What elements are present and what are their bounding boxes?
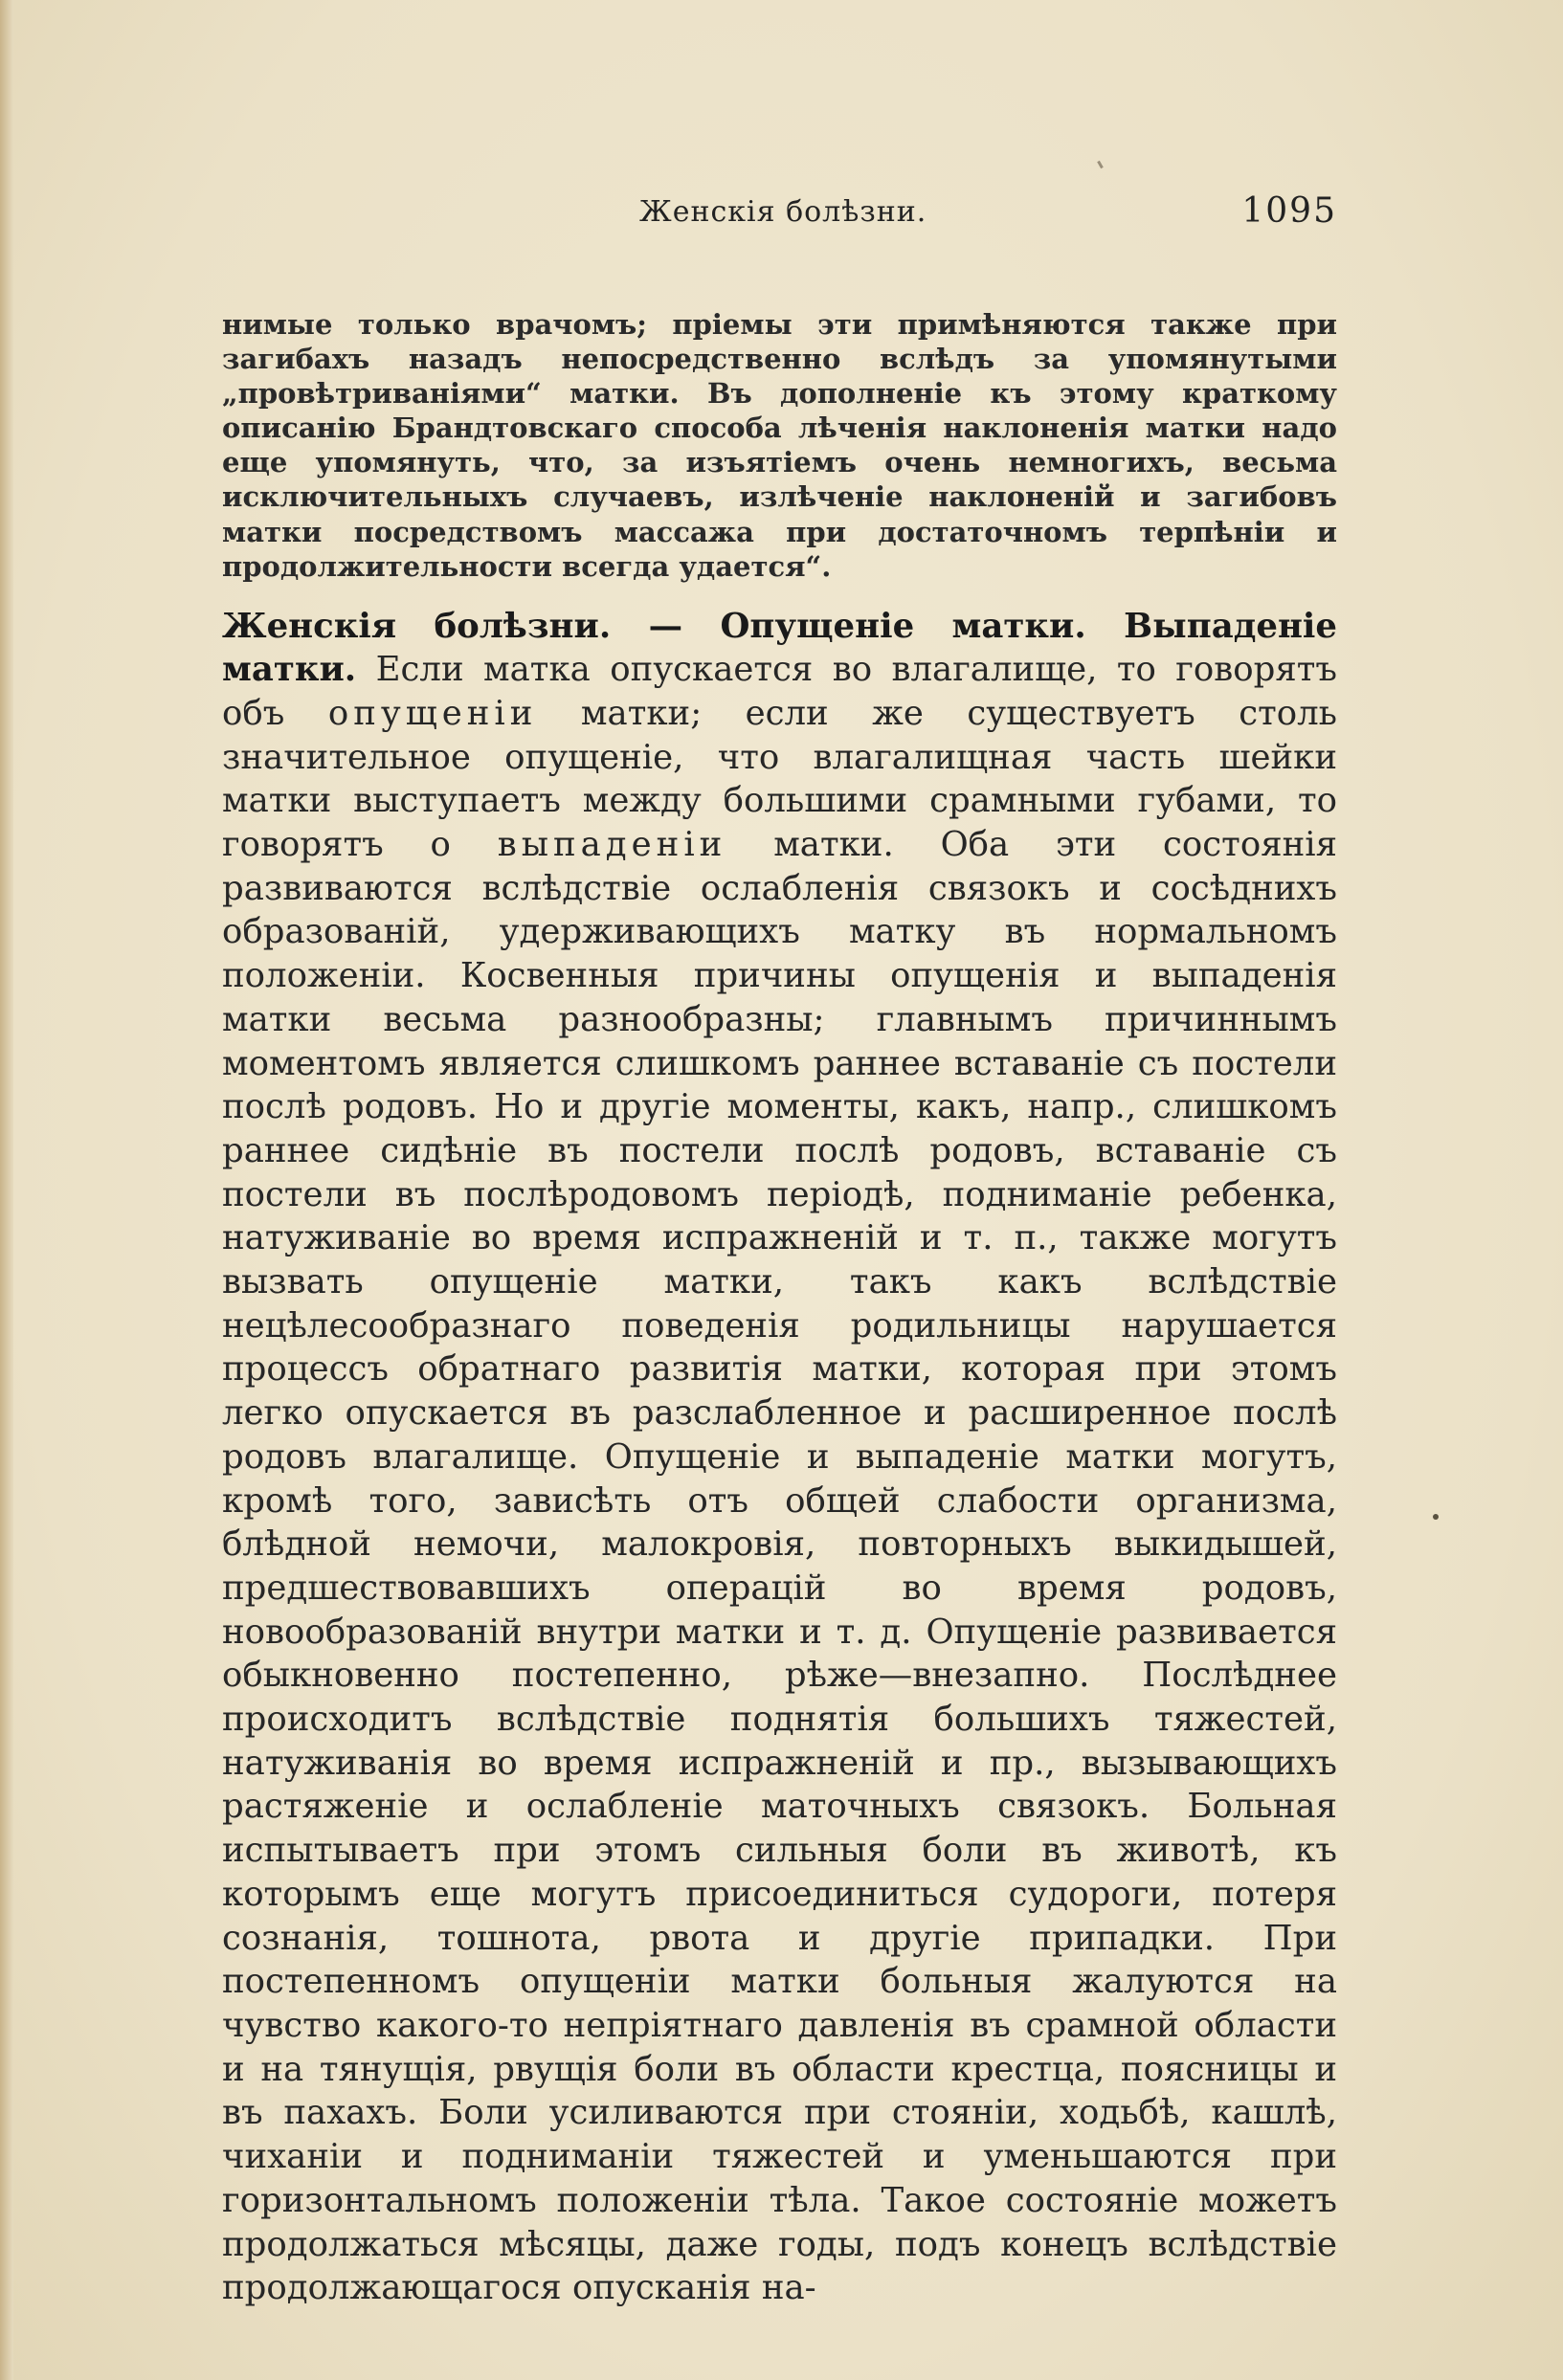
body-text: матки; если же существуетъ столь значительное опущеніе, что влагалищная часть шейки матки выступаетъ между большими срамными губами, то говорятъ о xyxy=(222,693,1337,865)
page-edge xyxy=(0,0,13,2380)
body-text: Если матка опускается во влагалище, то говорятъ объ xyxy=(222,650,1337,733)
paper-speck xyxy=(1433,1514,1439,1520)
running-header xyxy=(222,191,1337,249)
page-number: 1095 xyxy=(1241,191,1337,231)
section-heading: Женскія болѣзни. — Опущеніе матки. Выпаденіе матки. xyxy=(222,606,1337,690)
header-title: Женскія болѣзни. xyxy=(639,195,927,229)
emphasized-term: выпаденіи xyxy=(497,825,727,865)
paper-speck xyxy=(1097,161,1104,168)
section-paragraph xyxy=(222,605,1337,2310)
body-text: матки. Оба эти состоянія развиваются вслѣдствіе ослабленія связокъ и сосѣднихъ образованій, удерживающихъ матку въ нормальномъ положеніи. Косвенныя причины опущенія и выпаденія матки весьма разнообразны; главнымъ причиннымъ моментомъ является слишкомъ раннее вставаніе съ постели послѣ родовъ. Но и другіе моменты, какъ, напр., слишкомъ раннее сидѣніе въ постели послѣ родовъ, вставаніе съ постели въ послѣродовомъ періодѣ, подниманіе ребенка, натуживаніе во время испражненій и т. п., также могутъ вызвать опущеніе матки, такъ какъ вслѣдствіе нецѣлесообразнаго поведенія родильницы нарушается процессъ обратнаго развитія матки, которая при этомъ легко опускается въ разслабленное и расширенное послѣ родовъ влагалище. Опущеніе и выпаденіе матки могутъ, кромѣ того, зависѣть отъ общей слабости организма, блѣдной немочи, малокровія, повторныхъ выкидышей, предшествовавшихъ операцій во время родовъ, новообразованій внутри матки и т. д. Опущеніе развивается обыкновенно постепенно, рѣже—внезапно. Послѣднее происходитъ вслѣдствіе поднятія большихъ тяжестей, натуживанія во время испражненій и пр., вызывающихъ растяженіе и ослабленіе маточныхъ связокъ. Больная испытываетъ при этомъ сильныя боли въ животѣ, къ которымъ еще могутъ присоединиться судороги, потеря сознанія, тошнота, рвота и другіе припадки. При постепенномъ опущеніи матки больныя жалуются на чувство какого-то непріятнаго давленія въ срамной области и на тянущія, рвущія боли въ области крестца, поясницы и въ пахахъ. Боли усиливаются при стояніи, ходьбѣ, кашлѣ, чиханіи и подниманіи тяжестей и уменьшаются при горизонтальномъ положеніи тѣла. Такое состояніе можетъ продолжаться мѣсяцы, даже годы, подъ конецъ вслѣдствіе продолжающагося опусканія на- xyxy=(222,825,1338,2308)
continuation-paragraph: нимые только врачомъ; пріемы эти примѣняются также при загибахъ назадъ непосредственно вслѣдъ за упомянутыми „провѣтриваніями“ матки. Въ дополненіе къ этому краткому описанію Брандтовскаго способа лѣченія наклоненія матки надо еще упомянуть, что, за изъятіемъ очень немногихъ, весьма исключительныхъ случаевъ, излѣченіе наклоненій и загибовъ матки посредствомъ массажа при достаточномъ терпѣніи и продолжительности всегда удается“. xyxy=(222,308,1337,583)
emphasized-term: опущеніи xyxy=(327,693,538,733)
